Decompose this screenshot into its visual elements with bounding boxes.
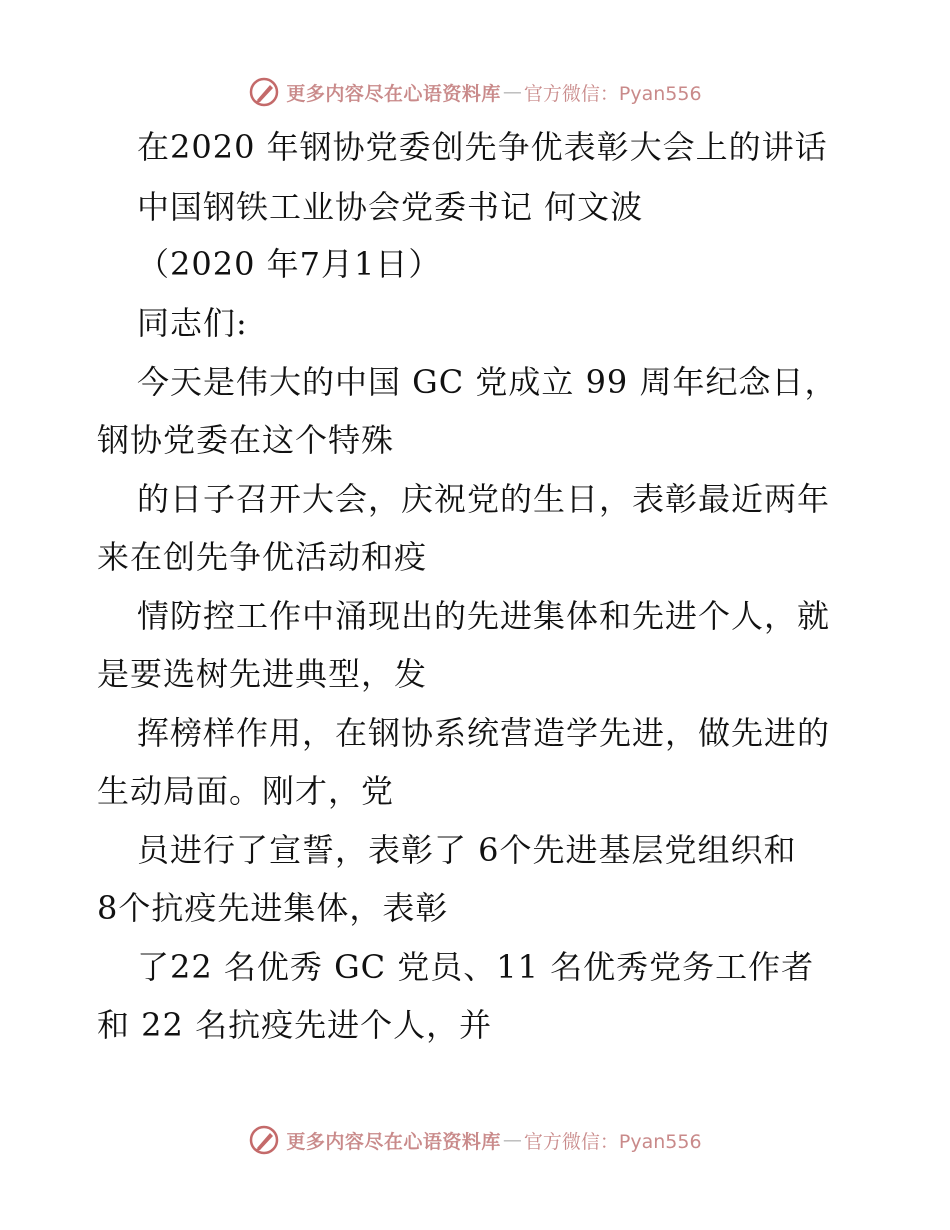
watermark-site-text: 更多内容尽在心语资料库 [286, 82, 501, 105]
body-line: 是要选树先进典型，发 [97, 655, 428, 693]
watermark-footer [0, 1120, 950, 1160]
watermark-dash: — [502, 1129, 522, 1151]
body-line: 8个抗疫先进集体，表彰 [97, 889, 449, 927]
watermark-wechat-text: 官方微信：Pyan556 [523, 82, 702, 105]
date-line: （2020 年7月1日） [137, 245, 442, 283]
body-line: 今天是伟大的中国 GC 党成立 99 周年纪念日， [137, 363, 838, 401]
speaker-line: 中国钢铁工业协会党委书记 何文波 [137, 188, 644, 226]
body-line: 员进行了宣誓，表彰了 6个先进基层党组织和 [137, 831, 797, 869]
watermark-site-text: 更多内容尽在心语资料库 [286, 1130, 501, 1153]
watermark-header [0, 72, 950, 112]
watermark-dash: — [502, 81, 522, 103]
body-line: 和 22 名抗疫先进个人，并 [97, 1006, 493, 1044]
body-line: 情防控工作中涌现出的先进集体和先进个人，就 [137, 597, 831, 635]
body-line: 的日子召开大会，庆祝党的生日，表彰最近两年 [137, 480, 831, 518]
quill-pen-logo-icon [248, 1124, 280, 1156]
body-line: 生动局面。刚才，党 [97, 772, 395, 810]
document-title: 在2020 年钢协党委创先争优表彰大会上的讲话 [137, 128, 828, 166]
body-line: 挥榜样作用，在钢协系统营造学先进，做先进的 [137, 714, 831, 752]
salutation: 同志们: [137, 304, 248, 342]
body-line: 钢协党委在这个特殊 [97, 421, 395, 459]
quill-pen-logo-icon [248, 76, 280, 108]
watermark-wechat-text: 官方微信：Pyan556 [523, 1130, 702, 1153]
body-line: 了22 名优秀 GC 党员、11 名优秀党务工作者 [137, 948, 815, 986]
body-line: 来在创先争优活动和疫 [97, 538, 428, 576]
